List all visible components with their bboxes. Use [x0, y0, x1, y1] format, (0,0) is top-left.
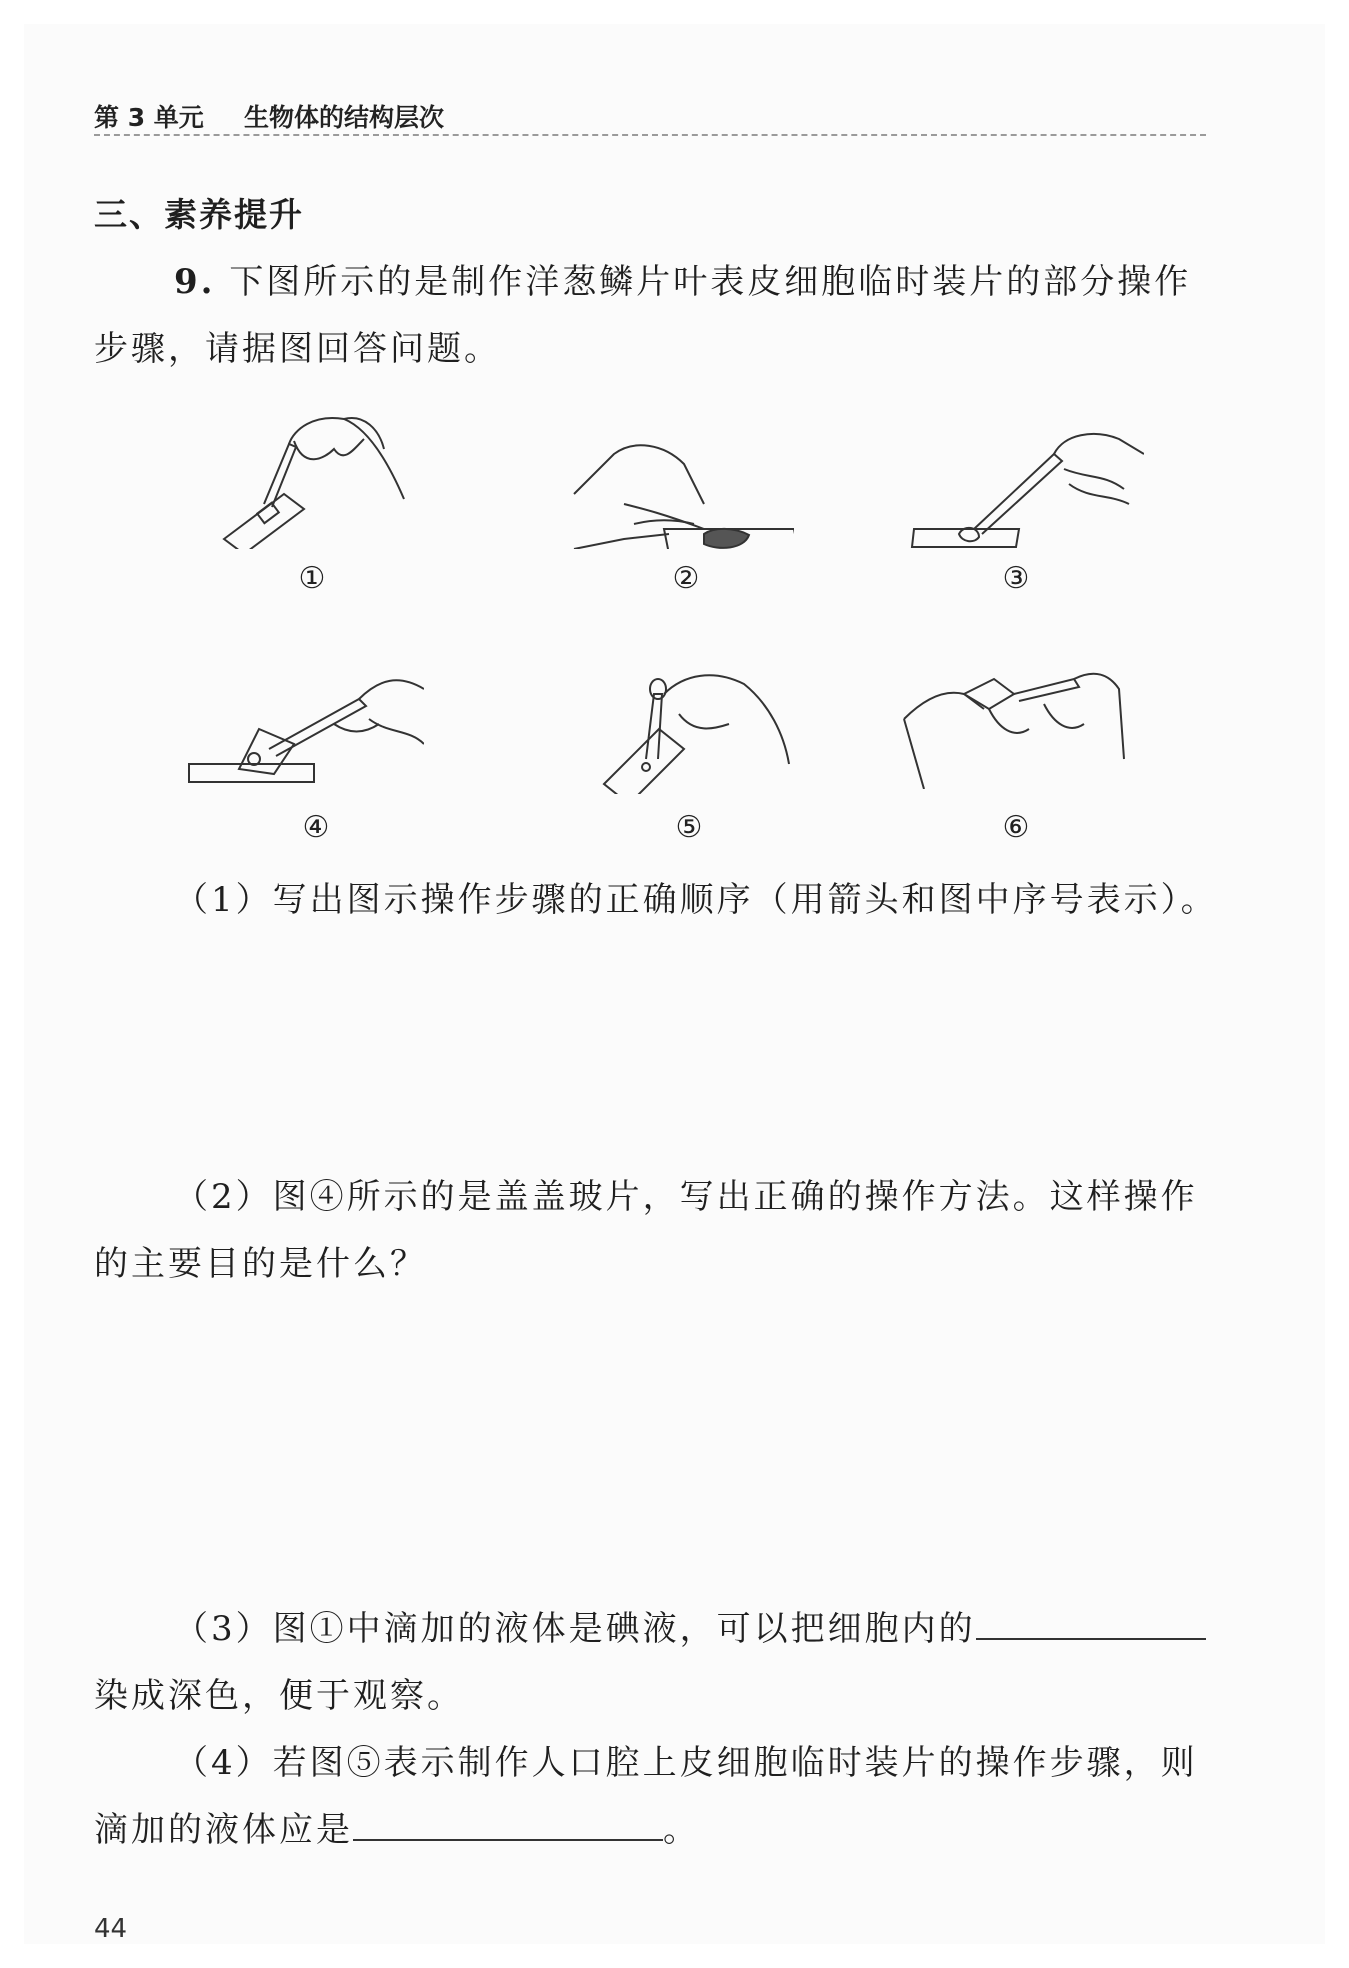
answer-blank-4[interactable] [353, 1805, 663, 1841]
figure-label-5: ⑤ [675, 810, 703, 845]
header-title: 生物体的结构层次 [244, 103, 445, 132]
figure-label-2: ② [672, 561, 700, 596]
figure-label-3: ③ [1002, 561, 1030, 596]
subquestion-3-text-before: （3）图①中滴加的液体是碘液，可以把细胞内的 [174, 1609, 976, 1649]
hand-spreading-tissue-on-slide-icon [554, 409, 794, 549]
hand-tweezers-placing-tissue-icon [904, 409, 1144, 549]
question-number: 9. [174, 262, 216, 302]
header-unit: 第 3 单元 [94, 103, 204, 132]
figure-label-6: ⑥ [1002, 810, 1030, 845]
page-number: 44 [94, 1914, 128, 1944]
answer-blank-3[interactable] [976, 1604, 1206, 1640]
subquestion-3-text-after: 染成深色，便于观察。 [94, 1676, 464, 1716]
subquestion-3 [94, 1596, 1219, 1730]
figure-label-4: ④ [302, 810, 330, 845]
question-text: 下图所示的是制作洋葱鳞片叶表皮细胞临时装片的部分操作步骤，请据图回答问题。 [94, 262, 1192, 369]
subquestion-4-text-after: 。 [663, 1810, 700, 1850]
section-title: 三、素养提升 [94, 195, 304, 234]
subquestion-4 [94, 1730, 1219, 1864]
figure-label-1: ① [298, 561, 326, 596]
page [24, 24, 1325, 1944]
hand-tweezers-lowering-coverslip-icon [184, 664, 424, 804]
subquestion-1: （1）写出图示操作步骤的正确顺序（用箭头和图中序号表示）。 [174, 880, 1218, 920]
hand-dropper-on-slide-icon [194, 409, 434, 549]
subquestion-4-text-before: （4）若图⑤表示制作人口腔上皮细胞临时装片的操作步骤，则滴加的液体应是 [94, 1743, 1198, 1850]
hands-tearing-onion-epidermis-icon [894, 649, 1134, 789]
page-header [94, 82, 1206, 136]
subquestion-2: （2）图④所示的是盖盖玻片，写出正确的操作方法。这样操作的主要目的是什么？ [94, 1177, 1198, 1284]
question-intro [94, 249, 1219, 383]
hand-dropper-over-slide-icon [584, 654, 824, 794]
